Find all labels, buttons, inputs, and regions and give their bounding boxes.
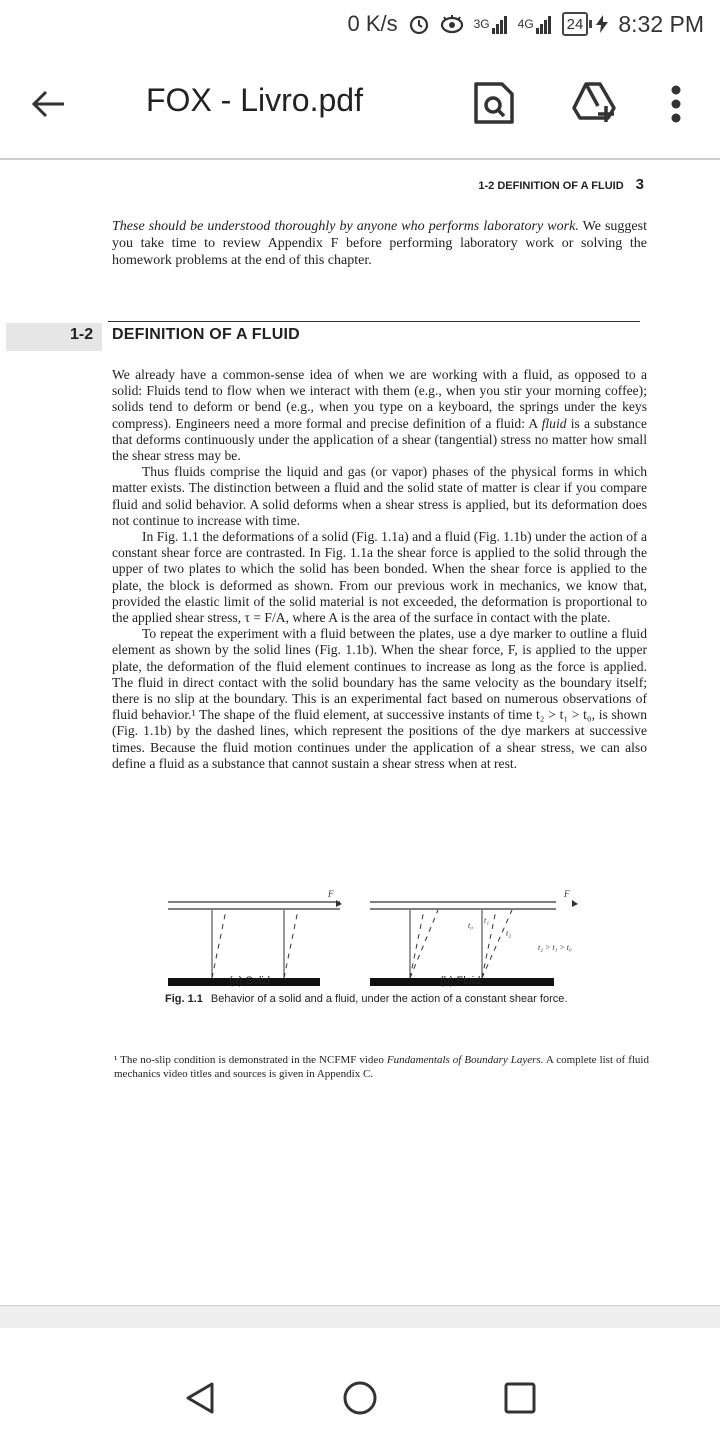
fluid-t2-left	[410, 910, 438, 978]
search-in-document-button[interactable]	[472, 80, 516, 126]
fluid-time-relation: t₂ > t₁ > t₀	[538, 943, 572, 952]
nav-recents-button[interactable]	[502, 1380, 538, 1416]
intro-paragraph	[112, 218, 647, 269]
signal-3g-icon	[474, 14, 508, 34]
paragraph-4: To repeat the experiment with a fluid between the plates, use a dye marker to outline a fluid element as shown by the solid lines (Fig. 1.1b). When the shear force, F, is applied to the upper plate, the deformation of the fluid element continues to increase as long as the force is applied. The fluid in direct contact with the solid boundary has the same velocity as the boundary itself; there is no slip at the boundary. This is an experimental fact based on numerous observations of fluid behavior.¹ The shape of the fluid element, at successive instants of time t₂ > t₁ > t₀, is shown (Fig. 1.1b) by the dashed lines, which represent the positions of the dye markers at successive times. Because the fluid motion continues under the application of a shear stress, we can also define a fluid as a substance that cannot sustain a shear stress when at rest.	[112, 626, 647, 771]
back-button[interactable]	[28, 84, 68, 124]
solid-force-arrow-icon	[336, 900, 342, 907]
figure-sublabel-a: (a) Solid	[229, 975, 270, 987]
back-arrow-icon	[28, 84, 68, 124]
footnote	[114, 1053, 649, 1081]
network-3g-label: 3G	[473, 17, 490, 31]
paragraph-1	[112, 367, 647, 464]
fluid-t1-left	[410, 910, 424, 978]
page-gap	[0, 1306, 720, 1328]
solid-force-label: F	[328, 889, 334, 899]
p1-em: fluid	[541, 415, 567, 431]
more-vert-icon	[664, 84, 688, 124]
footnote-a: The no-slip condition is demonstrated in the NCFMF video	[120, 1054, 387, 1066]
figure-fluid	[370, 889, 578, 986]
section-rule	[108, 321, 640, 322]
pdf-page[interactable]	[0, 160, 720, 1305]
app-bar	[0, 48, 720, 160]
nav-back-icon	[182, 1380, 218, 1416]
alarm-icon	[408, 13, 430, 35]
nav-back-button[interactable]	[182, 1380, 218, 1416]
footnote-em: Fundamentals of Boundary Layers.	[386, 1054, 544, 1066]
p1-a: We already have a common-sense idea of when we are working with a fluid, as opposed to a solid: Fluids tend to flow when we interact with them (e.g., when you stir your morning coffee); solids tend to deform or bend (e.g., when you type on a keyboard, the springs under the keys compress). Engineers need a more formal and precise definition of a fluid: A	[112, 367, 647, 431]
fluid-t1-label: t₁	[484, 916, 490, 925]
running-head	[478, 176, 644, 193]
intro-italic: These should be understood thoroughly by anyone who performs laboratory work.	[112, 219, 579, 234]
p1-b: is a substance that deforms continuously under the application of a shear (tangential) stress no matter how small the shear stress may be.	[112, 415, 647, 464]
nav-home-icon	[342, 1380, 378, 1416]
solid-deformed-left	[212, 910, 226, 978]
signal-4g-icon	[518, 14, 552, 34]
more-options-button[interactable]	[664, 84, 688, 124]
figure-caption	[165, 992, 605, 1006]
page-number: 3	[635, 176, 644, 193]
running-head-title: 1-2 DEFINITION OF A FLUID	[478, 180, 624, 192]
add-to-drive-icon	[570, 80, 618, 126]
fluid-force-arrow-icon	[572, 900, 578, 907]
clock: 8:32 PM	[618, 10, 704, 37]
figure-sublabel-b: (b) Fluid	[440, 975, 481, 987]
eye-comfort-icon	[440, 13, 464, 35]
navigation-bar	[0, 1328, 720, 1440]
charging-icon	[596, 15, 608, 33]
network-speed: 0 K/s	[347, 11, 398, 36]
footnote-b: A complete list of fluid mechanics video titles and sources is given in Appendix C.	[114, 1054, 649, 1080]
fluid-t0-label: t₀	[468, 921, 474, 930]
section-number: 1-2	[70, 326, 94, 343]
battery-icon	[562, 12, 589, 36]
network-4g-label: 4G	[517, 17, 534, 31]
paragraph-3: In Fig. 1.1 the deformations of a solid (Fig. 1.1a) and a fluid (Fig. 1.1b) under the action of a constant shear force are contrasted. In Fig. 1.1a the shear force is applied to the solid through the upper of two plates to which the solid has been bonded. When the shear force is applied to the plate, the block is deformed as shown. From our previous work in mechanics, we know that, provided the elastic limit of the solid material is not exceeded, the deformation is proportional to the applied shear stress, τ = F/A, where A is the area of the surface in contact with the plate.	[112, 529, 647, 626]
fluid-t2-label: t₂	[506, 929, 512, 938]
paragraph-2: Thus fluids comprise the liquid and gas (or vapor) phases of the physical forms in which matter exists. The distinction between a fluid and the solid state of matter is clear if you compare fluid and solid behavior. A solid deforms when a shear stress is applied, but its deformation does not continue to increase with time.	[112, 464, 647, 528]
nav-home-button[interactable]	[342, 1380, 378, 1416]
solid-deformed-right	[284, 910, 298, 978]
figure-solid	[168, 889, 342, 986]
footnote-mark: ¹	[114, 1054, 118, 1066]
figure-caption-label: Fig. 1.1	[165, 993, 203, 1005]
section-title: DEFINITION OF A FLUID	[112, 326, 300, 343]
figure-caption-text: Behavior of a solid and a fluid, under the action of a constant shear force.	[210, 993, 568, 1005]
add-to-drive-button[interactable]	[570, 80, 618, 126]
search-document-icon	[472, 80, 516, 126]
nav-recents-icon	[502, 1380, 538, 1416]
section-body	[112, 367, 647, 772]
status-bar	[0, 0, 720, 48]
document-title: FOX - Livro.pdf	[146, 82, 363, 118]
intro-rest: We suggest you take time to review Appendix F before performing laboratory work or solving the homework problems at the end of this chapter.	[112, 219, 647, 268]
figure-1-1	[160, 880, 600, 1000]
fluid-force-label: F	[564, 889, 570, 899]
battery-level: 24	[566, 15, 584, 33]
